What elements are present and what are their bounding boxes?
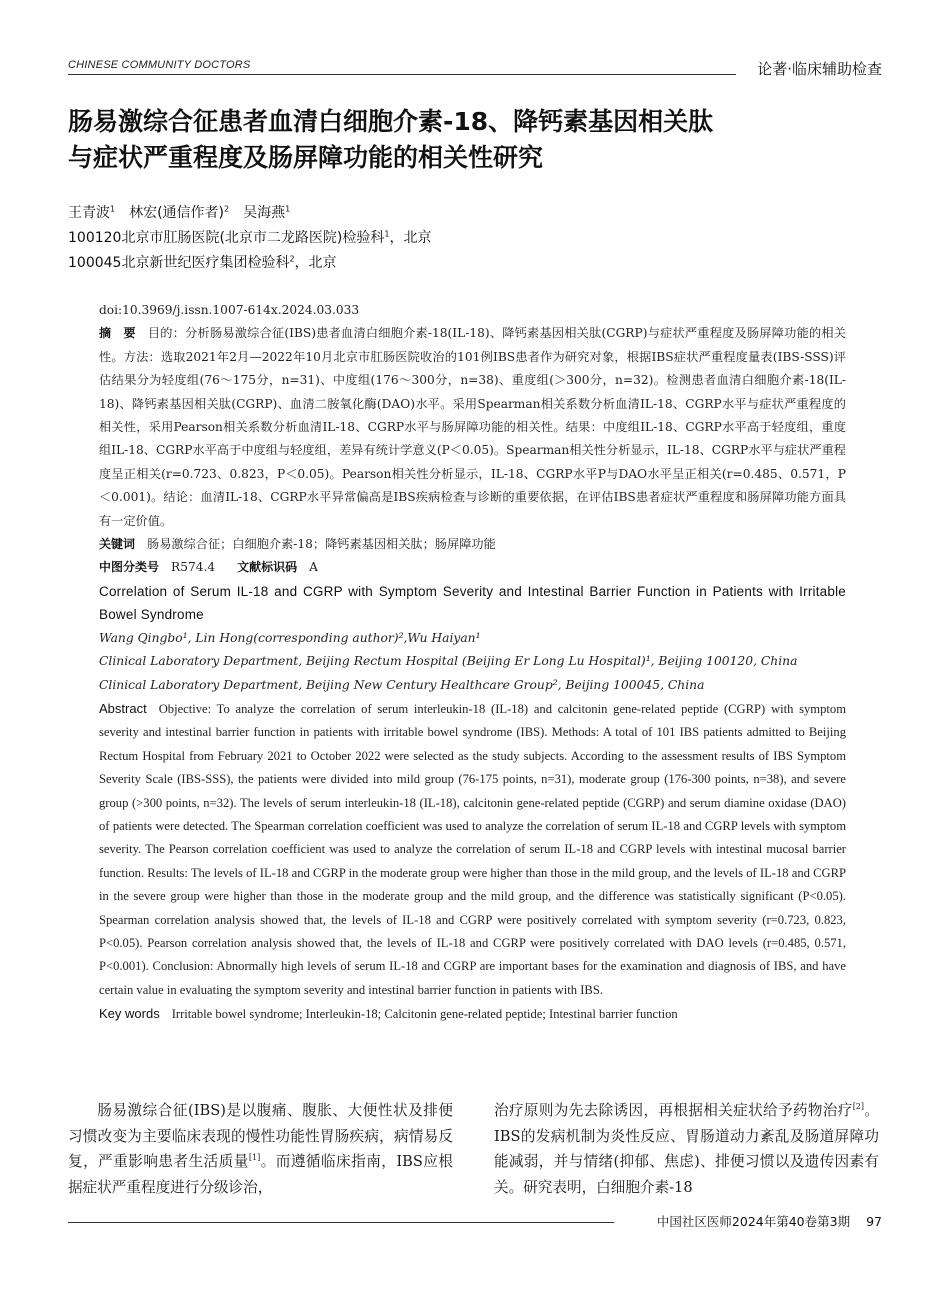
- page-number: 97: [866, 1214, 882, 1229]
- keywords-cn: [99, 533, 846, 556]
- english-title: Correlation of Serum IL-18 and CGRP with Symptom Severity and Intestinal Barrier Function in Patients with Irritable Bowel Syndrome: [99, 583, 846, 623]
- citation-ref-2[interactable]: [2]: [852, 1102, 865, 1112]
- english-abstract-label: Abstract: [99, 700, 147, 716]
- body-paragraph: 治疗原则为先去除诱因，再根据相关症状给予药物治疗[2]。IBS的发病机制为炎性反应、胃肠道动力紊乱及肠道屏障功能减弱，并与情绪(抑郁、焦虑)、排便习惯以及遗传因素有关。研究表明，白细胞介素-18: [494, 1102, 879, 1196]
- affiliation-1: 100120北京市肛肠医院(北京市二龙路医院)检验科$^1$，北京: [68, 229, 432, 246]
- doi[interactable]: doi:10.3969/j.issn.1007-614x.2024.03.033: [99, 303, 360, 317]
- abstract-cn-label: 摘 要: [99, 326, 136, 341]
- author-block: [68, 201, 888, 276]
- abstract-cn: [99, 322, 846, 533]
- english-keywords-label: Key words: [99, 1006, 160, 1022]
- journal-issue: 中国社区医师2024年第40卷第3期: [656, 1214, 851, 1229]
- keywords-cn-text: 肠易激综合征；白细胞介素-18；降钙素基因相关肽；肠屏障功能: [147, 537, 496, 552]
- english-keywords: [99, 1002, 846, 1026]
- doc-code-value: A: [309, 560, 318, 575]
- clc-value: R574.4: [171, 560, 216, 575]
- section-label: 论著·临床辅助检查: [757, 60, 882, 78]
- title-line-1: 肠易激综合征患者血清白细胞介素-18、降钙素基因相关肽: [68, 107, 714, 136]
- keywords-cn-label: 关键词: [99, 537, 136, 552]
- author-2: 林宏(通信作者): [129, 205, 225, 221]
- english-abstract-text: Objective: To analyze the correlation of serum interleukin-18 (IL-18) and calcitonin gene-related peptide (CGRP) with symptom severity and intestinal barrier function in patients with irritable bowel syndrome (IBS). Methods: A total of 101 IBS patients admitted to Beijing Rectum Hospital from February 2021 to October 2022 were selected as the study subjects. According to the assessment results of IBS Symptom Severity Scale (IBS-SSS), the patients were divided into mild group (76-175 points, n=31), moderate group (176-300 points, n=38), and severe group (>300 points, n=32). The levels of serum interleukin-18 (IL-18), calcitonin gene-related peptide (CGRP) and serum diamine oxidase (DAO) of patients were detected. The Spearman correlation coefficient was used to analyze the correlation of serum IL-18 and CGRP levels with symptom severity. The Pearson correlation coefficient was used to analyze the correlation of serum IL-18 and CGRP levels with intestinal mucosal barrier function. Results: The levels of IL-18 and CGRP in the moderate group were higher than those in the mild group, and the levels of IL-18 and CGRP in the severe group were higher than those in the moderate group and the mild group, and the difference was statistically significant (P<0.05). Spearman correlation analysis showed that, the levels of IL-18 and CGRP were positively correlated with symptom severity (r=0.723, 0.823, P<0.05). Pearson correlation analysis showed that, the levels of IL-18 and CGRP were positively correlated with DAO levels (r=0.485, 0.571, P<0.001). Conclusion: Abnormally high levels of serum IL-18 and CGRP are important bases for the examination and diagnosis of IBS, and have certain value in evaluating the symptom severity and intestinal barrier function in patients with IBS.: [99, 701, 846, 997]
- affiliation-2: 100045北京新世纪医疗集团检验科$^2$，北京: [68, 254, 337, 271]
- body-column-right: [494, 1098, 879, 1200]
- english-abstract: [99, 697, 846, 1002]
- author-line: 王青波$^1$ 林宏(通信作者)$^2$ 吴海燕$^1$: [68, 204, 291, 221]
- author-1: 王青波: [68, 205, 110, 221]
- english-affiliation-2: Clinical Laboratory Department, Beijing New Century Healthcare Group², Beijing 100045, China: [99, 677, 705, 692]
- journal-name-header: CHINESE COMMUNITY DOCTORS: [68, 59, 251, 71]
- body-paragraph: 肠易激综合征(IBS)是以腹痛、腹胀、大便性状及排便习惯改变为主要临床表现的慢性功能性胃肠疾病，病情易反复，严重影响患者生活质量[1]。而遵循临床指南，IBS应根据症状严重程度进行分级诊治，: [68, 1102, 453, 1196]
- article-title: [68, 104, 888, 176]
- english-authors: Wang Qingbo¹, Lin Hong(corresponding author)²,Wu Haiyan¹: [99, 630, 481, 645]
- citation-ref-1[interactable]: [1]: [248, 1153, 261, 1163]
- author-3: 吴海燕: [243, 205, 286, 221]
- title-line-2: 与症状严重程度及肠屏障功能的相关性研究: [68, 143, 544, 172]
- abstract-section: [99, 299, 846, 1027]
- body-column-left: [68, 1098, 453, 1200]
- abstract-cn-text: 目的：分析肠易激综合征(IBS)患者血清白细胞介素-18(IL-18)、降钙素基因相关肽(CGRP)与症状严重程度及肠屏障功能的相关性。方法：选取2021年2月—2022年10月北京市肛肠医院收治的101例IBS患者作为研究对象，根据IBS症状严重程度量表(IBS-SSS)评估结果分为轻度组(76～175分，n=31)、中度组(176～300分，n=38)、重度组(＞300分，n=32)。检测患者血清白细胞介素-18(IL-18)、降钙素基因相关肽(CGRP)、血清二胺氧化酶(DAO)水平。采用Spearman相关系数分析血清IL-18、CGRP水平与症状严重程度的相关性，采用Pearson相关系数分析血清IL-18、CGRP水平与肠屏障功能的相关性。结果：中度组IL-18、CGRP水平高于轻度组，重度组IL-18、CGRP水平高于中度组与轻度组，差异有统计学意义(P＜0.05)。Spearman相关性分析显示，IL-18、CGRP水平与症状严重程度呈正相关(r=0.723、0.823，P＜0.05)。Pearson相关性分析显示，IL-18、CGRP水平P与DAO水平呈正相关(r=0.485、0.571，P＜0.001)。结论：血清IL-18、CGRP水平异常偏高是IBS疾病检查与诊断的重要依据，在评估IBS患者症状严重程度和肠屏障功能方面具有一定价值。: [99, 326, 846, 528]
- footer-rule: [68, 1222, 614, 1223]
- classification: 中图分类号 R574.4 文献标识码 A: [99, 560, 318, 575]
- footer: [657, 1212, 882, 1230]
- english-keywords-text: Irritable bowel syndrome; Interleukin-18; Calcitonin gene-related peptide; Intestinal barrier function: [171, 1007, 678, 1022]
- english-affiliation-1: Clinical Laboratory Department, Beijing Rectum Hospital (Beijing Er Long Lu Hospital)¹, Beijing 100120, China: [99, 654, 798, 669]
- header-rule: [68, 74, 736, 75]
